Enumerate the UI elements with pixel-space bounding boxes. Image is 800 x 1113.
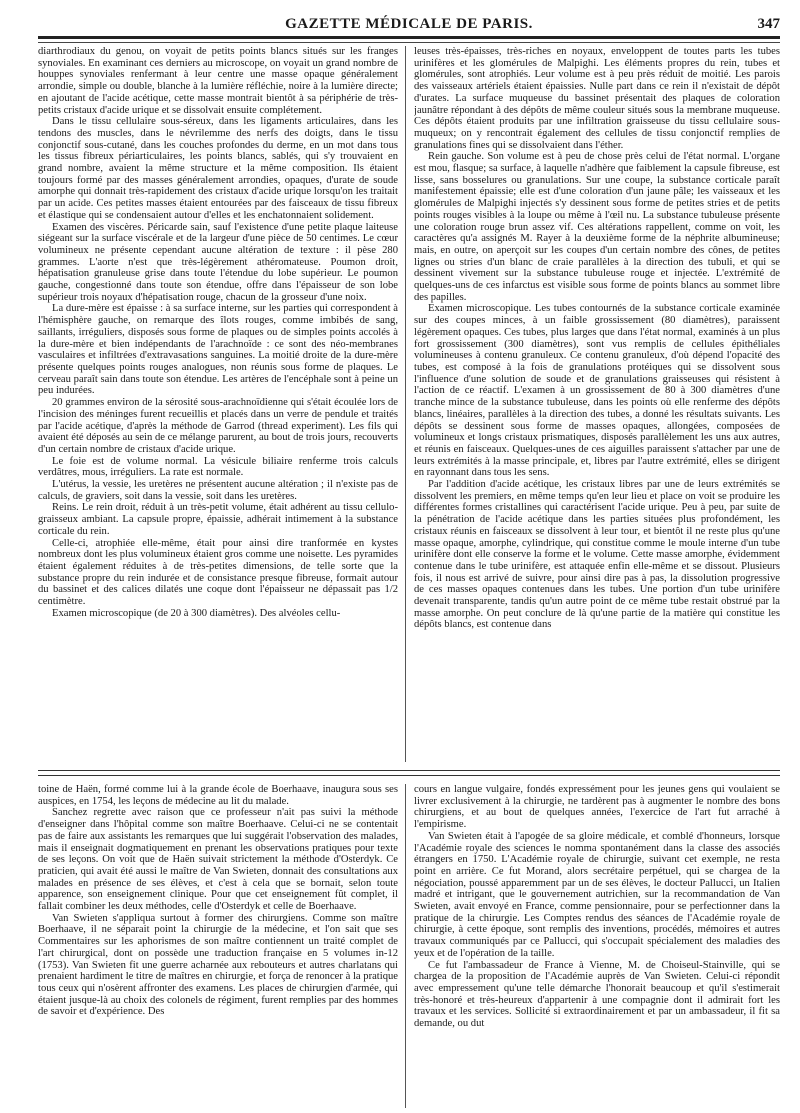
paragraph: L'utérus, la vessie, les uretères ne présentent aucune altération ; il n'existe pas de calculs, de graviers, soit dans la vessie, soit dans les uretères.: [38, 479, 398, 502]
column-bottom-right: [414, 784, 780, 1108]
paragraph: Examen microscopique. Les tubes contournés de la substance corticale examinée sur des coupes minces, à un faible grossissement (80 diamètres), paraissent légèrement opaques. Ces tubes, plus larges que dans l'état normal, examinés à un plus fort grossissement (300 diamètres), sont vus remplis de cellules épithéliales volumineuses à contenu granuleux. Ce contenu granuleux, d'où dépend l'opacité des tubes, est composé à la fois de granulations protéiques qui se dissolvent sous l'influence d'une solution de soude et de granulations graisseuses qui résistent à l'action de ce réactif. L'examen à un grossissement de 80 à 300 diamètres d'une tranche mince de la substance tubuleuse, dans les points où elle renferme des dépôts blancs, linéaires, parallèles à la direction des tubes, a donné les résultats suivants. Les dépôts se dessinent sous forme de masses opaques, allongées, composées de volumineux et longs cristaux prismatiques, disposés parallèlement les uns aux autres, et réunis en faisceaux. Quelques-unes de ces aiguilles paraissent s'attacher par une de leurs extrémités à la masse principale, et, libres par l'autre extrémité, elles se dirigent en rayonnant dans tous les sens.: [414, 303, 780, 479]
paragraph: Ce fut l'ambassadeur de France à Vienne, M. de Choiseul-Stainville, qui se chargea de la proposition de l'Académie auprès de Van Swieten. Celui-ci répondit avec empressement qu'une telle démarche l'honorait beaucoup et qu'il s'estimerait très-honoré et très-heureux d'appartenir à une compagnie dont il admirait fort les travaux et les services. Sollicité si extraordinairement et par un ambassadeur, il fit sa demande, ou dut: [414, 959, 780, 1030]
paragraph: Van Swieten était à l'apogée de sa gloire médicale, et comblé d'honneurs, lorsque l'Académie royale des sciences le nomma spontanément dans la classe des associés étrangers en 1750. L'Académie royale de chirurgie, suivant cet exemple, ne resta point en arrière. Ce fut Morand, alors secrétaire perpétuel, qui se chargea de la négociation, poussé apparemment par un de ses élèves, le docteur Pallucci, un Italien madré et intrigant, que le gouvernement autrichien, sur la recommandation de Van Swieten, avait envoyé en France, comme pensionnaire, pour se perfectionner dans la pratique de la chirurgie. Les Comptes rendus des séances de l'Académie royale de chirurgie, à cette époque, sont remplis des inventions, procédés, mémoires et autres travaux communiqués par ce Pallucci, qui s'occupait spécialement des maladies des yeux et de l'opération de la taille.: [414, 830, 780, 959]
journal-title: GAZETTE MÉDICALE DE PARIS.: [285, 16, 533, 32]
page-number: 347: [757, 16, 780, 32]
column-divider: [405, 46, 406, 762]
paragraph: Celle-ci, atrophiée elle-même, était pour ainsi dire tranformée en kystes nombreux dont les plus volumineux étaient gros comme une noisette. Les pyramides étaient également réduites à de très-petites dimensions, de telle sorte que la substance propre du rein indurée et de consistance presque fibreuse, formait autour du bassinet et des calices dilatés une coque dont l'épaisseur ne dépassait pas 1/2 centimètre.: [38, 537, 398, 608]
column-top-left: [38, 46, 398, 762]
page-header: [38, 6, 780, 39]
paragraph: Reins. Le rein droit, réduit à un très-petit volume, était adhérent au tissu cellulo-graisseux ambiant. La capsule propre, épaissie, adhérait intimement à la substance corticale du rein.: [38, 502, 398, 537]
section-rule: [38, 775, 780, 776]
column-bottom-left: [38, 784, 398, 1108]
paragraph: leuses très-épaisses, très-riches en noyaux, enveloppent de toutes parts les tubes urinifères et les glomérules de Malpighi. Les éléments propres du rein, tubes et glomérules, sont atrophiés. Leur volume est à peu près réduit de moitié. Les parois des vaisseaux artériels étaient épaissies. Nulle part dans ce rein il n'existait de dépôt d'urates. La surface muqueuse du bassinet présentait des plaques de coloration jaunâtre répondant à des dépôts de même couleur situés sous la membrane muqueuse. Ces dépôts étaient produits par une infiltration graisseuse du tissu cellulaire sous-muqueux; on y rencontrait également des cellules de tissu conjonctif remplies de granulations fines qui se dissolvaient dans l'éther.: [414, 46, 780, 151]
paragraph: 20 grammes environ de la sérosité sous-arachnoïdienne qui s'était écoulée lors de l'incision des méninges furent recueillis et placés dans un verre de pendule et traités par l'acide acétique, d'après la méthode de Garrod (thread experiment). Les fils qui avaient été déposés au sein de ce mélange parurent, au bout de trois jours, recouverts d'un certain nombre de cristaux d'acide urique.: [38, 397, 398, 455]
paragraph: toine de Haën, formé comme lui à la grande école de Boerhaave, inaugura sous ses auspices, en 1754, les leçons de médecine au lit du malade.: [38, 784, 398, 807]
column-top-right: [414, 46, 780, 762]
section-rule: [38, 770, 780, 771]
paragraph: Par l'addition d'acide acétique, les cristaux libres par une de leurs extrémités se dissolvent les premiers, en même temps qu'en leur lieu et place on voit se produire les différentes formes cristallines qui caractérisent l'acide urique. Peu à peu, par suite de la pénétration de l'acide acétique dans les parties situées plus profondément, les cristaux réunis en faisceaux se dissolvent à leur tour, et bientôt il ne reste plus qu'une masse opaque, amorphe, cylindrique, qui constitue comme le moule interne d'un tube urinifère dont elle conserve la forme et le volume. Cette masse amorphe, évidemment contenue dans le tube urinifère, est attaquée enfin elle-même et se dissout. Plusieurs fois, il nous est arrivé de suivre, pour ainsi dire pas à pas, la dissolution progressive de ces masses opaques contenues dans les tubes. Une portion d'un tube urinifère devenait transparente, tandis qu'un autre point de ce même tube restait obstrué par la masse amorphe. On peut conclure de là qu'une partie de la matière qui constitue les dépôts blancs, est contenue dans: [414, 479, 780, 631]
column-divider: [405, 784, 406, 1108]
header-rule: [38, 42, 780, 43]
paragraph: La dure-mère est épaisse : à sa surface interne, sur les parties qui correspondent à l'hémisphère gauche, on remarque des îlots rouges, comme imbibés de sang, saillants, irréguliers, disposés sous forme de plaques ou de simples points accolés à la dure-mère et bien indépendants de l'arachnoïde : ce sont des néo-membranes vasculaires et infiltrées d'extravasations sanguines. La moitié droite de la dure-mère présente quelques points rouges analogues, non réunis sous forme de plaques. Le cerveau paraît sain dans toute son étendue. Les artères de l'encéphale sont à peine un peu indurées.: [38, 303, 398, 397]
paragraph: diarthrodiaux du genou, on voyait de petits points blancs situés sur les franges synoviales. En examinant ces derniers au microscope, on voyait un grand nombre de houppes synoviales renfermant à leur centre une masse opaque généralement arrondie, simple ou double, blanche à la lumière réfléchie, noire à la lumière directe; en ajoutant de l'acide acétique, cette masse montrait bientôt à sa périphérie de très-petits cristaux d'acide urique et se dissolvait ensuite complétement.: [38, 46, 398, 116]
paragraph: Dans le tissu cellulaire sous-séreux, dans les ligaments articulaires, dans les tendons des muscles, dans le névrilemme des nerfs des doigts, dans le tissu conjonctif sous-cutané, dans les couches profondes du derme, en un mot dans tous les tissus fibreux périarticulaires, les points blancs, sablés, qui s'y trouvaient en grand nombre, avaient la même structure et la même composition. Ils étaient toujours formé par des masses généralement arrondies, opaques, d'urate de soude amorphe qui donnait très-rapidement des cristaux d'acide urique lorsqu'on les traitait par un acide. Ces petites masses étaient entourées par des faisceaux de tissu fibreux et élastique qui se condensaient autour d'elles et les enchatonnaient solidement.: [38, 116, 398, 221]
paragraph: Rein gauche. Son volume est à peu de chose près celui de l'état normal. L'organe est mou, flasque; sa surface, à laquelle n'adhère que faiblement la capsule fibreuse, est lisse, sans bosselures ou granulations. Sur une coupe, la substance corticale paraît manifestement épaissie; elle est d'une coloration d'un jaune pâle; les vaisseaux et les glomérules de Malpighi injectés s'y dessinent sous forme de petites stries et de petits points rouges visibles à la loupe ou même à l'œil nu. La substance tubuleuse présente une coloration rouge brun assez vif. Ces altérations rappellent, comme on voit, les caractères qu'a assignés M. Rayer à la deuxième forme de la néphrite albumineuse; mais, en outre, on aperçoit sur les coupes d'un certain nombre des cônes, de petites lignes ou stries d'un blanc de craie parallèles à la direction des tubuli, et qui se dessinent vivement sur la substance tubuleuse rouge et injectée. L'extrémité de quelques-uns de ces infarctus est visible sous forme de points blancs au sommet libre des papilles.: [414, 151, 780, 303]
paragraph: Examen microscopique (de 20 à 300 diamètres). Des alvéoles cellu-: [52, 607, 341, 619]
paragraph: Van Swieten s'appliqua surtout à former des chirurgiens. Comme son maître Boerhaave, il ne séparait point la chirurgie de la médecine, et l'on sait que ses Commentaires sur les aphorismes de son maître contiennent un traité complet de l'art chirurgical, dont on possède une traduction française en 5 volumes in-12 (1753). Van Swieten fit une guerre acharnée aux rebouteurs et autres charlatans qui prenaient hardiment le titre de maîtres en chirurgie, et força de renoncer à la pratique tous ceux qui n'osèrent affronter des examens. Les places de chirurgien d'armée, qui étaient jusque-là au choix des colonels de régiment, furent remplies par des hommes de savoir et d'expérience. Des: [38, 912, 398, 1018]
paragraph: Le foie est de volume normal. La vésicule biliaire renferme trois calculs verdâtres, mous, irréguliers. La rate est normale.: [38, 455, 398, 479]
paragraph: Examen des viscères. Péricarde sain, sauf l'existence d'une petite plaque laiteuse siégeant sur la surface viscérale et de la largeur d'une pièce de 50 centimes. Le cœur volumineux ne présente cependant aucune altération de texture : il pèse 280 grammes. L'aorte n'est que très-légèrement athéromateuse. Poumon droit, hépatisation granuleuse grise dans toute l'étendue du lobe supérieur. Le poumon gauche, congestionné dans toute son étendue, offre dans l'épaisseur de son lobe supérieur trois noyaux d'hépatisation rouge, chacun de la grosseur d'une noix.: [38, 221, 398, 303]
paragraph: cours en langue vulgaire, fondés expressément pour les jeunes gens qui voulaient se livrer exclusivement à la chirurgie, ne tardèrent pas à augmenter le nombre des bons chirurgiens, et au bout de quelques années, l'exercice de l'art fut arraché à l'empirisme.: [414, 784, 780, 831]
paragraph: Sanchez regrette avec raison que ce professeur n'ait pas suivi la méthode d'enseigner dans l'hôpital comme son maître Boerhaave. Celui-ci ne se contentait pas de faire aux assistants les remarques que lui suggérait l'observation des malades, mais il enseignait dogmatiquement en prenant les observations pratiques pour texte de ses leçons. On voit que de Haën suivait strictement la méthode d'Osterdyk. Ce praticien, qui avait été aussi le maître de Van Swieten, donnait des consultations aux malades en présence de ses élèves, et c'est à cela que se bornait, selon toute apparence, son enseignement clinique. Pour que cet enseignement fût complet, il fallait combiner les deux méthodes, celle d'Osterdyk et celle de Boerhaave.: [38, 807, 398, 913]
